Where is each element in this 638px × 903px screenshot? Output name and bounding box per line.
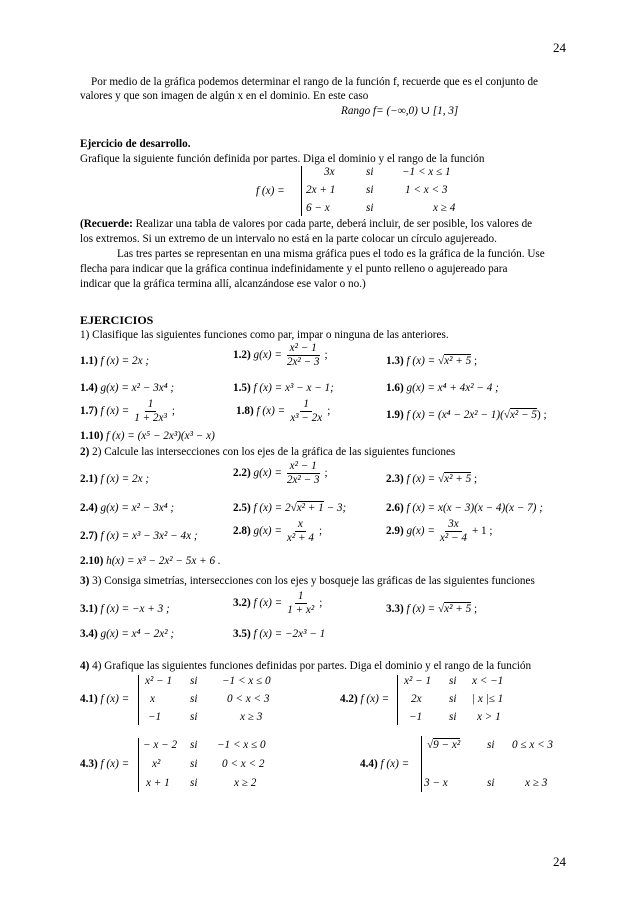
item-1-10 <box>80 430 215 442</box>
item-4-4 <box>360 758 409 770</box>
piece-2-cond: 1 < x < 3 <box>405 184 448 196</box>
piece-si: si <box>190 777 198 789</box>
piece-si: si <box>190 758 198 770</box>
item-expr: f (x) = x(x − 3)(x − 4)(x − 7) ; <box>406 502 543 514</box>
item-expr: g(x) = x⁴ + 4x² − 4 ; <box>406 382 499 394</box>
piece-expr: −1 <box>148 711 162 723</box>
piece-expr: x² − 1 <box>404 675 432 687</box>
piece-si: si <box>190 675 198 687</box>
item-label: 1.2) <box>233 349 251 362</box>
item-post: ; <box>473 473 478 485</box>
recuerde-text: Realizar una tabla de valores por cada parte, deberá incluir, de ser posible, los valores de <box>132 218 533 230</box>
item-expr: f (x) = 2x ; <box>100 355 150 367</box>
item-1-3: 1.3) f (x) = √x² + 5 ; <box>386 355 478 367</box>
page-number-bottom: 24 <box>553 854 566 869</box>
piece-si: si <box>190 693 198 705</box>
item-2-2 <box>233 460 328 487</box>
piece-2-si: si <box>366 184 374 196</box>
item-1-7 <box>80 398 175 425</box>
piece-2-expr: 2x + 1 <box>306 184 336 196</box>
item-expr: f (x) = −2x³ − 1 <box>253 628 326 640</box>
piece-expr: −1 <box>409 711 423 723</box>
item-2-9 <box>386 518 493 545</box>
item-label: 1.3) <box>386 355 404 367</box>
piece-cond: 0 ≤ x < 3 <box>512 739 554 751</box>
item-4-1 <box>80 693 129 705</box>
item-expr-pre: f (x) = 2 <box>253 502 291 514</box>
item-expr-pre: f (x) = <box>256 405 286 418</box>
piece-1-expr: 3x <box>324 166 335 178</box>
item-4-2 <box>340 693 389 705</box>
piece-cond: −1 < x ≤ 0 <box>222 675 271 687</box>
piece-3-si: si <box>366 202 374 214</box>
item-expr: g(x) = x⁴ − 2x² ; <box>100 628 175 640</box>
fraction <box>287 398 325 425</box>
numerator: 1 <box>300 398 312 412</box>
piece-expr: √9 − x² <box>427 739 461 751</box>
piece-cond: −1 < x ≤ 0 <box>217 739 266 751</box>
q4-statement <box>80 659 531 674</box>
radicand: 9 − x² <box>433 739 461 751</box>
item-label: 3.4) <box>80 628 98 640</box>
denominator: x² − 4 <box>439 532 467 544</box>
piece-cond: | x |≤ 1 <box>472 693 504 705</box>
intro-line-1: Por medio de la gráfica podemos determinar el rango de la función f, recuerde que es el conjunto de <box>91 76 539 88</box>
item-expr-pre: g(x) = <box>253 467 282 480</box>
piecewise-fx: f (x) = <box>256 185 285 197</box>
item-expr-pre: f (x) = (x⁴ − 2x² − 1)( <box>406 409 504 421</box>
item-post: ; <box>324 349 328 362</box>
piece-expr: x + 1 <box>146 777 170 789</box>
item-label: 1.9) <box>386 409 404 421</box>
item-label: 2.7) <box>80 530 98 542</box>
item-label: 2.1) <box>80 473 98 485</box>
item-3-2 <box>233 590 322 617</box>
item-expr: f (x) = −x + 3 ; <box>100 603 170 615</box>
q2-statement <box>80 445 455 460</box>
piece-expr: x <box>150 693 155 705</box>
item-label: 1.10) <box>80 430 104 442</box>
item-fx: f (x) = <box>100 693 130 705</box>
piecewise-brace <box>397 675 398 725</box>
item-post: ; <box>473 355 478 367</box>
denominator: x² + 4 <box>286 532 314 544</box>
fraction <box>284 518 317 545</box>
item-label: 2.6) <box>386 502 404 514</box>
item-label: 1.5) <box>233 382 251 394</box>
item-label: 3.2) <box>233 597 251 610</box>
item-label: 1.4) <box>80 382 98 394</box>
item-2-3: 2.3) f (x) = √x² + 5 ; <box>386 473 478 485</box>
item-label: 4.1) <box>80 693 98 705</box>
radicand: x² + 5 <box>444 473 472 485</box>
item-label: 3.5) <box>233 628 251 640</box>
piece-expr: − x − 2 <box>143 739 178 751</box>
item-label: 4.4) <box>360 758 378 770</box>
item-2-10 <box>80 555 221 567</box>
piece-cond: x > 1 <box>477 711 501 723</box>
numerator: 3x <box>445 518 462 532</box>
numerator: x² − 1 <box>287 460 320 474</box>
item-post: − 3; <box>326 502 347 514</box>
piece-3-expr: 6 − x <box>306 202 330 214</box>
q2-number: 2) <box>80 446 90 458</box>
piece-cond: 0 < x < 3 <box>227 693 270 705</box>
item-expr: h(x) = x³ − 2x² − 5x + 6 . <box>106 555 221 567</box>
item-3-5 <box>233 628 325 640</box>
recuerde-line-3: Las tres partes se representan en una misma gráfica pues el todo es la gráfica de la función. Use <box>117 248 545 260</box>
piecewise-brace <box>138 675 139 725</box>
item-label: 2.8) <box>233 525 251 538</box>
ejercicios-heading: EJERCICIOS <box>80 313 154 327</box>
item-1-9: 1.9) f (x) = (x⁴ − 2x² − 1)(√x² − 5) ; <box>386 409 547 421</box>
item-label: 4.3) <box>80 758 98 770</box>
piece-expr: 3 − x <box>424 777 448 789</box>
piece-expr: x² <box>152 758 161 770</box>
item-1-4 <box>80 382 174 394</box>
item-2-6 <box>386 502 543 514</box>
piecewise-brace <box>301 166 302 216</box>
piece-1-cond: −1 < x ≤ 1 <box>402 166 451 178</box>
item-1-8 <box>236 398 330 425</box>
item-label: 1.8) <box>236 405 254 418</box>
item-expr-pre: f (x) = <box>100 405 130 418</box>
piece-si: si <box>487 739 495 751</box>
item-expr: f (x) = (x⁵ − 2x³)(x³ − x) <box>106 430 215 442</box>
piece-si: si <box>190 739 198 751</box>
piece-cond: x ≥ 3 <box>525 777 548 789</box>
item-label: 2.10) <box>80 555 104 567</box>
item-post: ; <box>319 597 323 610</box>
item-label: 2.2) <box>233 467 251 480</box>
item-expr: g(x) = x² − 3x⁴ ; <box>100 502 175 514</box>
radicand: x² + 5 <box>444 355 472 367</box>
item-1-1 <box>80 355 149 367</box>
q3-statement <box>80 574 535 589</box>
item-expr-pre: f (x) = <box>406 355 436 367</box>
q3-number: 3) <box>80 575 90 587</box>
item-expr-pre: g(x) = <box>406 525 435 538</box>
piece-expr: 2x <box>411 693 422 705</box>
item-fx: f (x) = <box>100 758 130 770</box>
item-expr: g(x) = x² − 3x⁴ ; <box>100 382 175 394</box>
item-expr-pre: g(x) = <box>253 525 282 538</box>
q1-statement: 1) Clasifique las siguientes funciones como par, impar o ninguna de las anteriores. <box>80 329 449 341</box>
denominator: 2x² − 3 <box>286 356 320 368</box>
fraction <box>131 398 170 425</box>
q2-text: 2) Calcule las intersecciones con los ejes de la gráfica de las siguientes funciones <box>92 446 456 458</box>
item-post: ; <box>318 525 323 538</box>
piece-cond: 0 < x < 2 <box>222 758 265 770</box>
item-label: 2.3) <box>386 473 404 485</box>
item-label: 3.3) <box>386 603 404 615</box>
item-3-3: 3.3) f (x) = √x² + 5 ; <box>386 603 478 615</box>
piecewise-brace <box>421 736 422 792</box>
item-fx: f (x) = <box>380 758 410 770</box>
piecewise-brace <box>138 738 139 792</box>
item-post: + 1 ; <box>471 525 493 538</box>
item-expr: f (x) = x³ − 3x² − 4x ; <box>100 530 198 542</box>
piece-expr: x² − 1 <box>145 675 173 687</box>
item-post: ; <box>327 405 331 418</box>
fraction <box>284 590 317 617</box>
denominator: 1 + x² <box>287 604 315 616</box>
item-2-4 <box>80 502 174 514</box>
item-2-7 <box>80 530 198 542</box>
piece-cond: x < −1 <box>472 675 504 687</box>
item-expr-pre: f (x) = <box>406 603 436 615</box>
piece-cond: x ≥ 2 <box>234 777 257 789</box>
piece-si: si <box>190 711 198 723</box>
piece-3-cond: x ≥ 4 <box>433 202 456 214</box>
item-label: 3.1) <box>80 603 98 615</box>
item-2-5: 2.5) f (x) = 2√x² + 1 − 3; <box>233 502 347 514</box>
denominator: 2x² − 3 <box>286 474 320 486</box>
item-expr-pre: f (x) = <box>406 473 436 485</box>
radicand: x² + 1 <box>296 502 324 514</box>
fraction <box>437 518 470 545</box>
item-expr: f (x) = 2x ; <box>100 473 150 485</box>
numerator: x <box>295 518 306 532</box>
item-post: ) ; <box>537 409 547 421</box>
q4-number: 4) <box>80 660 90 672</box>
item-label: 2.4) <box>80 502 98 514</box>
desarrollo-line-1: Grafique la siguiente función definida por partes. Diga el dominio y el rango de la función <box>80 153 485 165</box>
item-1-6 <box>386 382 499 394</box>
item-expr: f (x) = x³ − x − 1; <box>253 382 334 394</box>
piece-si: si <box>449 693 457 705</box>
piece-si: si <box>487 777 495 789</box>
denominator: x³ − 2x <box>290 412 323 424</box>
radicand: x² + 5 <box>444 603 472 615</box>
range-statement: Rango f= (−∞,0) ∪ [1, 3] <box>341 105 459 117</box>
item-1-2 <box>233 342 328 369</box>
recuerde-line-4: flecha para indicar que la gráfica continua indefinidamente y el punto relleno o agujereado para <box>80 263 508 275</box>
item-2-8 <box>233 518 322 545</box>
item-label: 4.2) <box>340 693 358 705</box>
item-expr-pre: f (x) = <box>253 597 283 610</box>
item-label: 1.6) <box>386 382 404 394</box>
item-expr-pre: g(x) = <box>253 349 282 362</box>
item-3-1 <box>80 603 170 615</box>
item-post: ; <box>324 467 328 480</box>
item-label: 1.1) <box>80 355 98 367</box>
q3-text: 3) Consiga simetrías, intersecciones con los ejes y bosqueje las gráficas de las siguientes funciones <box>92 575 535 587</box>
q4-text: 4) Grafique las siguientes funciones definidas por partes. Diga el dominio y el rango de la función <box>92 660 532 672</box>
intro-line-2: valores y que son imagen de algún x en el dominio. En este caso <box>80 90 369 102</box>
item-label: 1.7) <box>80 405 98 418</box>
piece-1-si: si <box>366 166 374 178</box>
item-4-3 <box>80 758 129 770</box>
item-2-1 <box>80 473 149 485</box>
piece-si: si <box>449 711 457 723</box>
fraction <box>284 342 323 369</box>
piece-si: si <box>449 675 457 687</box>
item-post: ; <box>171 405 175 418</box>
recuerde-line-5: indicar que la gráfica termina allí, alcanzándose ese valor o no.) <box>80 278 366 290</box>
radicand: x² − 5 <box>509 409 538 421</box>
item-3-4 <box>80 628 174 640</box>
numerator: 1 <box>145 398 157 412</box>
item-fx: f (x) = <box>360 693 390 705</box>
recuerde-line-2: los extremos. Si un extremo de un intervalo no está en la parte colocar un círculo agujereado. <box>80 233 497 245</box>
item-1-5 <box>233 382 334 394</box>
recuerde-line-1 <box>80 217 532 232</box>
item-post: ; <box>473 603 478 615</box>
denominator: 1 + 2x³ <box>134 412 167 424</box>
numerator: 1 <box>295 590 307 604</box>
item-label: 2.5) <box>233 502 251 514</box>
piece-cond: x ≥ 3 <box>240 711 263 723</box>
fraction <box>284 460 323 487</box>
recuerde-bold: (Recuerde: <box>80 218 133 230</box>
page-number-top: 24 <box>553 40 566 55</box>
item-label: 2.9) <box>386 525 404 538</box>
desarrollo-heading: Ejercicio de desarrollo. <box>80 138 191 150</box>
numerator: x² − 1 <box>287 342 320 356</box>
